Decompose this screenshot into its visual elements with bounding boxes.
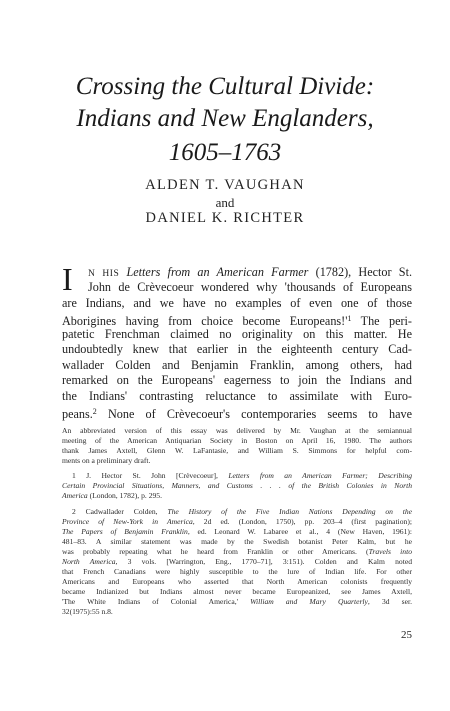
footnote-ref-1: 1 [347, 314, 352, 323]
note-unnumbered-line-2: meeting of the American Antiquarian Society in Boston on April 16, 1980. The authors [62, 436, 412, 445]
body-line-2: John de Crèvecoeur wondered why 'thousands of Europeans [88, 280, 412, 294]
footnote-2-line-1: 2 Cadwallader Colden, The History of the Five Indian Nations Depending on the [72, 507, 412, 516]
body-line-3: are Indians, and we have no examples of even one of those [62, 296, 412, 310]
page-number: 25 [401, 629, 412, 641]
note-unnumbered-line-4: ments on a preliminary draft. [62, 456, 151, 465]
note-unnumbered-line-3: thank James Axtell, Glenn W. LaFantasie, and William S. Simmons for helpful com- [62, 446, 412, 455]
footnote-2-line-3: The Papers of Benjamin Franklin, ed. Leonard W. Labaree et al., 4 (New Haven, 1961): [62, 527, 412, 536]
cited-work-title: Letters from an American Farmer [126, 265, 309, 279]
small-caps-opening: N HIS [88, 269, 120, 279]
footnote-1-line-3: America (London, 1782), p. 295. [62, 491, 162, 500]
body-line-10: peans.$^2$ None of Crèvecoeur's contemporaries seems to have [62, 407, 412, 421]
title-line-3: 1605–1763 [168, 139, 282, 166]
footnote-2-line-6: North America, 3 vols. [Warrington, Eng., 1770–71], 3:151). Colden and Kalm noted [62, 557, 412, 566]
footnote-2-line-5: was probably repeating what he heard from Franklin or other Americans. (Travels into [62, 547, 412, 556]
drop-cap: I [62, 261, 73, 297]
footnote-1-line-1: 1 J. Hector St. John [Crèvecoeur], Letters from an American Farmer; Describing [72, 471, 412, 480]
body-line-5: patetic Frenchman claimed no originality on this matter. He [62, 327, 412, 341]
footnote-2-line-10: 'The White Indians of Colonial America,' William and Mary Quarterly, 3d ser. [62, 597, 412, 606]
author-conjunction: and [215, 195, 235, 210]
title-line-2: Indians and New Englanders, [76, 105, 374, 132]
footnote-2-line-11: 32(1975):55 n.8. [62, 607, 113, 616]
footnote-ref-2: 2 [92, 407, 97, 416]
title-line-1: Crossing the Cultural Divide: [75, 73, 375, 100]
footnote-1-line-2: Certain Provincial Situations, Manners, and Customs . . . of the British Colonies in North [62, 481, 412, 490]
body-line-1: N HIS Letters from an American Farmer (1782), Hector St. [88, 265, 413, 279]
author-first: ALDEN T. VAUGHAN [145, 177, 305, 193]
author-second: DANIEL K. RICHTER [145, 210, 305, 226]
body-line-4: Aborigines having from choice become $Europeans!'^1$ The peri- [62, 314, 412, 328]
footnote-2-line-2: Province of New-York in America, 2d ed. (London, 1750), pp. 203–4 (first pagination); [62, 517, 412, 526]
footnote-2-line-9: became Indianized but Indians almost never became Europeanized, see James Axtell, [62, 587, 412, 596]
body-line-9: the Indians' contrasting reluctance to assimilate with Euro- [62, 389, 412, 403]
footnote-2-line-4: 481–83. A similar statement was made by the Swedish botanist Peter Kalm, but he [62, 537, 412, 546]
footnote-2-line-8: Americans and Europeans who asserted that North American colonists frequently [62, 577, 412, 586]
body-line-8: remarked on the Europeans' eagerness to join the Indians and [62, 373, 412, 387]
footnote-2-line-7: that French Canadians were highly susceptible to the lure of Indian life. For other [62, 567, 412, 576]
note-unnumbered-line-1: An abbreviated version of this essay was delivered by Mr. Vaughan at the semiannual [62, 426, 412, 435]
body-line-6: undoubtedly knew that earlier in the eighteenth century Cad- [62, 342, 412, 356]
body-line-7: wallader Colden and Benjamin Franklin, among others, had [62, 358, 412, 372]
